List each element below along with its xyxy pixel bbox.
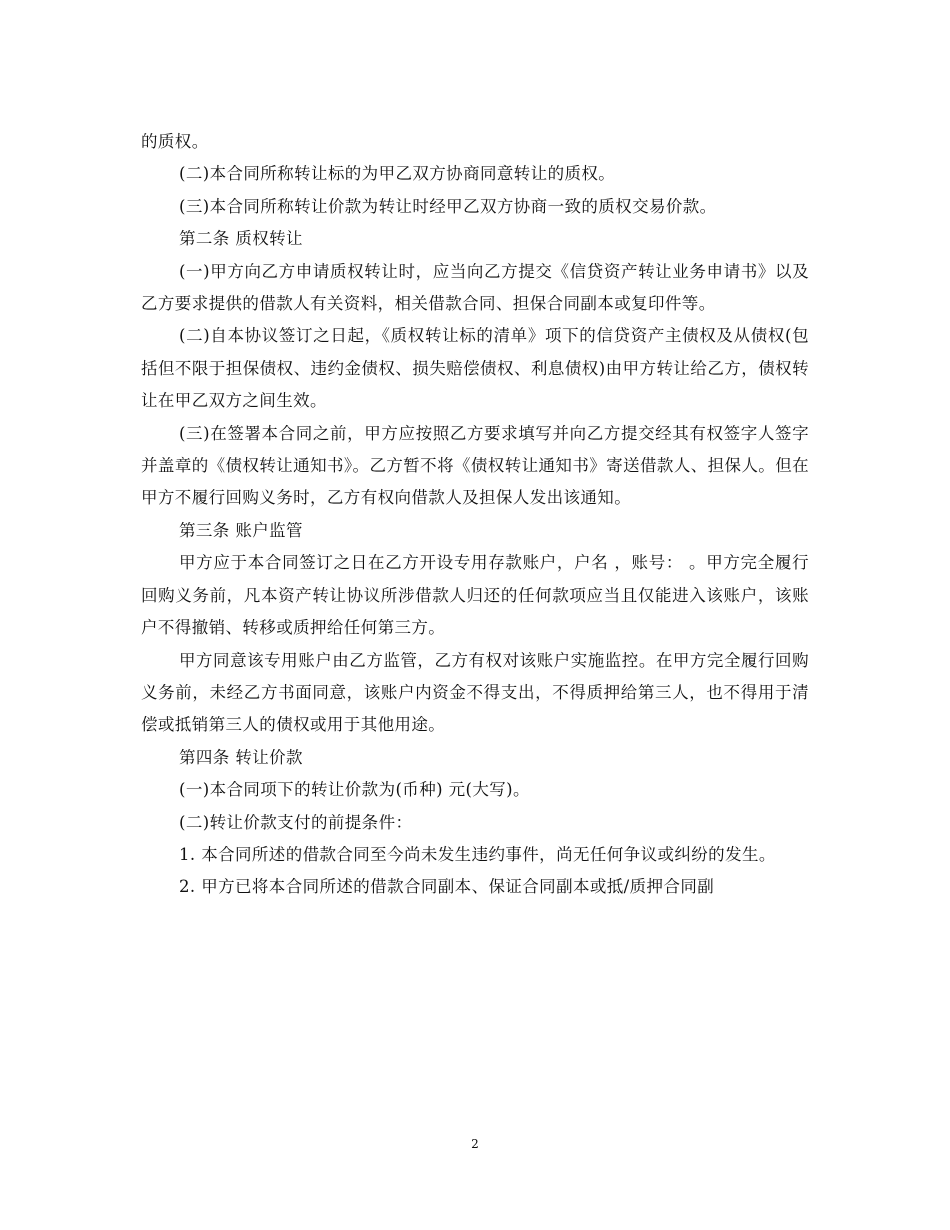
section-heading-article-3: 第三条 账户监管: [179, 520, 303, 540]
paragraph-clause-1-3: (三)本合同所称转让价款为转让时经甲乙双方协商一致的质权交易价款。: [179, 196, 717, 216]
paragraph-clause-2-3: (三)在签署本合同之前，甲方应按照乙方要求填写并向乙方提交经其有权签字人签字并盖章的《债权转让通知书》。乙方暂不将《债权转让通知书》寄送借款人、担保人。但在甲方不履行回购义务时，乙方有权向借款人及担保人发出该通知。: [141, 423, 809, 508]
paragraph-account-opening: 甲方应于本合同签订之日在乙方开设专用存款账户，户名 ，账号： 。甲方完全履行回购义务前，凡本资产转让协议所涉借款人归还的任何款项应当且仅能进入该账户，该账户不得撤销、转移或质押给任何第三方。: [141, 553, 809, 638]
section-heading-article-2: 第二条 质权转让: [179, 229, 303, 249]
section-heading-article-4: 第四条 转让价款: [179, 747, 303, 767]
paragraph-clause-2-2: (二)自本协议签订之日起，《质权转让标的清单》项下的信贷资产主债权及从债权(包括但不限于担保债权、违约金债权、损失赔偿债权、利息债权)由甲方转让给乙方，债权转让在甲乙双方之间生效。: [141, 326, 809, 411]
paragraph-clause-4-1: (一)本合同项下的转让价款为(币种) 元(大写)。: [179, 780, 530, 800]
paragraph-clause-4-2: (二)转让价款支付的前提条件：: [179, 812, 413, 832]
list-item-condition-1: 1. 本合同所述的借款合同至今尚未发生违约事件，尚无任何争议或纠纷的发生。: [179, 844, 776, 864]
list-item-condition-2: 2. 甲方已将本合同所述的借款合同副本、保证合同副本或抵/质押合同副: [179, 877, 715, 897]
paragraph-account-supervision: 甲方同意该专用账户由乙方监管，乙方有权对该账户实施监控。在甲方完全履行回购义务前，未经乙方书面同意，该账户内资金不得支出，不得质押给第三人，也不得用于清偿或抵销第三人的债权或用于其他用途。: [141, 650, 809, 735]
paragraph-clause-2-1: (一)甲方向乙方申请质权转让时，应当向乙方提交《信贷资产转让业务申请书》以及乙方要求提供的借款人有关资料，相关借款合同、担保合同副本或复印件等。: [141, 261, 809, 314]
paragraph-clause-1-2: (二)本合同所称转让标的为甲乙双方协商同意转让的质权。: [179, 164, 616, 184]
paragraph-continuation: 的质权。: [141, 132, 209, 151]
document-body: [141, 126, 809, 904]
page-number: 2: [471, 1137, 479, 1151]
